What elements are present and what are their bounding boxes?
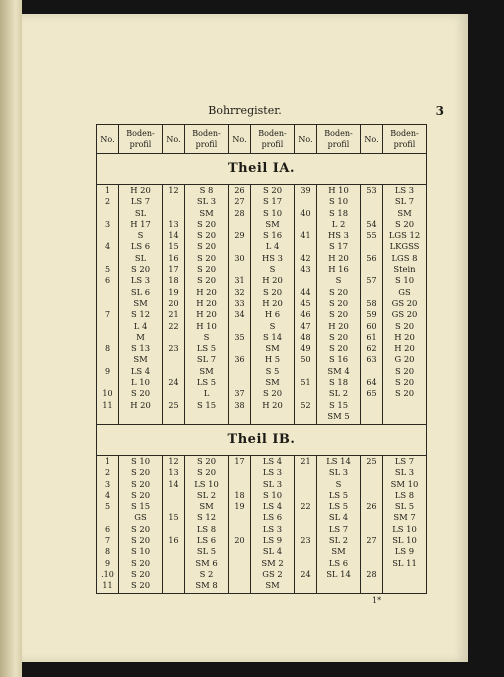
section-a-title: Theil IA.	[97, 154, 427, 185]
no-column: 12 13 14 15 16 17 18 19 20 21 22 23 24 25	[168, 186, 179, 410]
no-column: 12 13 14 15 16	[168, 457, 179, 546]
book-spine	[0, 0, 22, 677]
profil-column: LS 14 SL 3 S LS 5 LS 5 SL 4 LS 7 SL 2 SM LS 6 SL 14	[326, 456, 351, 579]
no-column: 26 27 28 29 30 31 32 33 34 35 36 37 38	[234, 186, 245, 410]
no-column: 53 54 55 56 57 58 59 60 61 62 63 64 65	[366, 186, 377, 399]
col-header-no: No.	[361, 125, 383, 154]
profil-column: S 10 S 20 S 20 S 20 S 15 GS S 20 S 20 S 10 S 20 S 20 S 20	[130, 456, 151, 591]
no-column: 39 40 41 42 43 44 45 46 47 48 49 50 51 52	[300, 186, 311, 410]
section-a-body	[97, 185, 427, 425]
section-b-body	[97, 456, 427, 594]
profil-column: H 20 LS 7 SL H 17 S LS 6 SL S 20 LS 3 SL 6 SM S 12 L 4 M S 13 SM LS 4 L 10 S 20 H 20	[130, 185, 151, 410]
profil-column: LS 3 SL 7 SM S 20 LGS 12 LKGSS LGS 8 Stein S 10 GS GS 20 GS 20 S 20 H 20 H 20 G 20 S 20 S 20 S 20	[388, 185, 421, 399]
header-row	[97, 125, 427, 154]
profil-column: S 20 S 20 LS 10 SL 2 SM S 12 LS 8 LS 6 SL 5 SM 6 S 2 SM 8	[194, 456, 219, 591]
no-column: 1 2 3 4 5 6 7 8 9 10 11	[102, 186, 113, 410]
col-header-no: No.	[97, 125, 119, 154]
profil-column: LS 7 SL 3 SM 10 LS 8 SL 5 SM 7 LS 10 SL 10 LS 9 SL 11	[390, 456, 419, 568]
section-b-title: Theil IB.	[97, 425, 427, 456]
profil-column: S 20 S 17 S 10 SM S 16 L 4 HS 3 S H 20 S 20 H 20 H 6 S S 14 SM H 5 S 5 SM S 20 H 20	[261, 185, 284, 410]
profil-column: LS 4 LS 3 SL 3 S 10 LS 4 LS 6 LS 3 LS 9 SL 4 SM 2 GS 2 SM	[261, 456, 284, 591]
page-title: Bohrregister.	[208, 104, 282, 117]
col-header-profil: Boden- profil	[119, 125, 163, 154]
section-title-row	[97, 425, 427, 456]
section-title-row	[97, 154, 427, 185]
no-column: 21 22 23 24	[300, 457, 311, 579]
col-header-no: No.	[295, 125, 317, 154]
no-column: 17 18 19 20	[234, 457, 245, 546]
col-header-profil: Boden- profil	[185, 125, 229, 154]
profil-column: H 10 S 10 S 18 L 2 HS 3 S 17 H 20 H 16 S S 20 S 20 S 20 H 20 S 20 S 20 S 16 SM 4 S 18 SL 2 S 15 SM 5	[327, 185, 350, 421]
bohrregister-table	[96, 124, 427, 594]
no-column: 1 2 3 4 5 6 7 8 9 .10 11	[101, 457, 114, 591]
col-header-profil: Boden- profil	[317, 125, 361, 154]
page-header	[22, 104, 468, 120]
no-column: 25 26 27 28	[366, 457, 377, 579]
col-header-no: No.	[229, 125, 251, 154]
col-header-profil: Boden- profil	[383, 125, 427, 154]
page-number: 3	[435, 104, 444, 118]
signature-mark: 1*	[372, 596, 382, 605]
col-header-no: No.	[163, 125, 185, 154]
book-page	[22, 14, 468, 662]
profil-column: S 8 SL 3 SM S 20 S 20 S 20 S 20 S 20 S 20 H 20 H 20 H 20 H 10 S LS 5 SL 7 SM LS 5 L S 15	[196, 185, 217, 410]
col-header-profil: Boden- profil	[251, 125, 295, 154]
